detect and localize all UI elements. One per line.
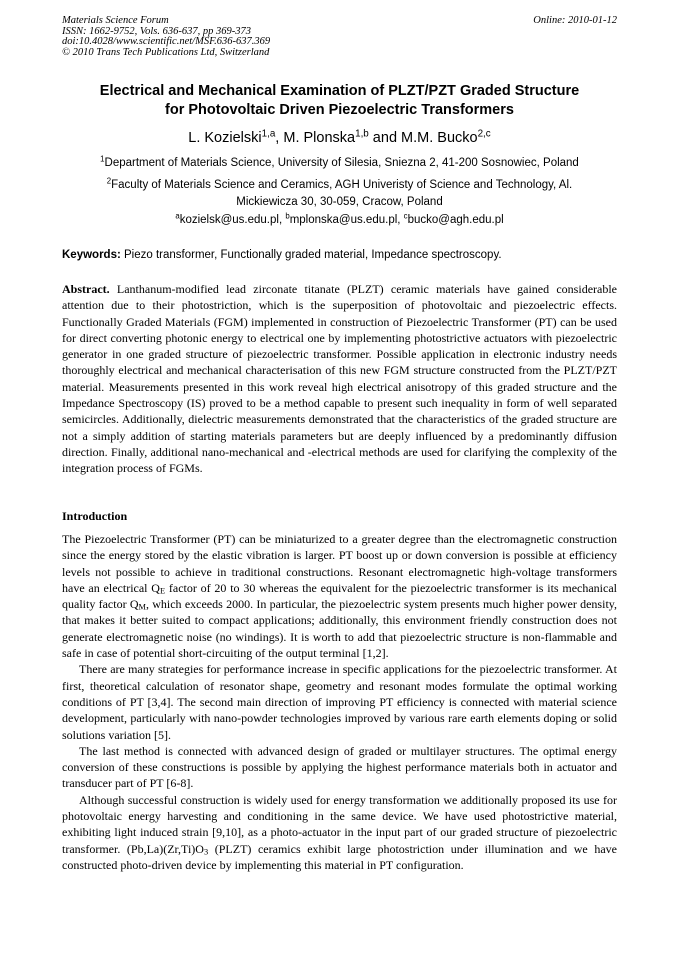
journal-doi: doi:10.4028/www.scientific.net/MSF.636-637.369 bbox=[62, 36, 271, 48]
affiliation-text-line-2: Mickiewicza 30, 30-059, Cracow, Poland bbox=[236, 196, 443, 208]
email-line bbox=[62, 212, 617, 229]
email-mark: a bbox=[175, 211, 180, 221]
journal-header bbox=[62, 16, 617, 59]
paragraph bbox=[62, 792, 617, 873]
title-line-1: Electrical and Mechanical Examination of PLZT/PZT Graded Structure bbox=[99, 83, 580, 99]
journal-copyright: © 2010 Trans Tech Publications Ltd, Switzerland bbox=[62, 47, 270, 59]
author-name: M.M. Bucko bbox=[401, 130, 478, 146]
paragraph-text: The Piezoelectric Transformer (PT) can be miniaturized to a greater degree than the electromagnetic construction since the energy stored by the elastic vibration is larger. PT boost up or down conversion is possible at efficiency levels not possible to achieve in traditional constructions. Resonant electromagnetic high-voltage transformers have an electrical Q bbox=[62, 532, 617, 595]
affiliation-text: Department of Materials Science, University of Silesia, Sniezna 2, 41-200 Sosnowiec, Poland bbox=[104, 157, 579, 169]
author-separator: and bbox=[368, 130, 402, 146]
author-name: M. Plonska bbox=[283, 130, 356, 146]
introduction-body bbox=[62, 531, 617, 873]
title-line-2: for Photovoltaic Driven Piezoelectric Transformers bbox=[165, 102, 514, 118]
paragraph bbox=[62, 531, 617, 661]
journal-issn: ISSN: 1662-9752, Vols. 636-637, pp 369-373 bbox=[62, 25, 251, 37]
email-a: kozielsk@us.edu.pl, bbox=[179, 214, 286, 226]
keywords-text: Piezo transformer, Functionally graded material, Impedance spectroscopy. bbox=[120, 249, 502, 261]
author-affiliation-mark: 2,c bbox=[477, 128, 491, 140]
email-b: mplonska@us.edu.pl, bbox=[289, 214, 404, 226]
abstract bbox=[62, 281, 617, 477]
email-mark: b bbox=[285, 211, 290, 221]
affiliation-number: 2 bbox=[106, 176, 112, 186]
affiliation-number: 1 bbox=[100, 154, 105, 164]
author-affiliation-mark: 1,b bbox=[355, 128, 369, 140]
paragraph-text: , which exceeds 2000. In particular, the piezoelectric system presents much higher power density, that makes it better suited to compact applications; additionally, this environment friendly construction does not generate electromagnetic noise (no windings). It is worth to add that piezoelectric structure is non-flammable and safe in case of potential short-circuiting of the output terminal [1,2]. bbox=[62, 597, 617, 661]
email-mark: c bbox=[403, 211, 408, 221]
subscript: 3 bbox=[203, 847, 209, 857]
affiliation-2 bbox=[62, 177, 617, 211]
paragraph-text: (PLZT) ceramics exhibit large photostriction under illumination and we have constructed photo-driven device by implementing this material in PT configuration. bbox=[62, 841, 617, 872]
keywords-label: Keywords: bbox=[62, 249, 121, 261]
abstract-label: Abstract. bbox=[62, 282, 110, 296]
abstract-text: Lanthanum-modified lead zirconate titanate (PLZT) ceramic materials have gained considerable attention due to their photostriction, which is the superposition of photovoltaic and piezoelectric effects. Functionally Graded Materials (FGM) implemented in construction of Piezoelectric Transformer (PT) can be used for direct converting photonic energy to electrical one by implementing photostrictive actuators with piezoelectric generator in one graded structure of piezoelectric transformer. Possible application in electronic industry needs thoroughly electrical and mechanical characterisation of this new FGM structure constructed from the PLZT/PZT material. Measurements presented in this work reveal high electrical anisotropy of this graded structure and the Impedance Spectroscopy (IS) proved to be a method capable to present such inequality in form of well separated semicircles. Additionally, dielectric measurements demonstrated that the characteristics of the graded structure are not a simply addition of starting materials parameters but are deeply influenced by a predominantly diffusion direction. Finally, additional nano-mechanical and -electrical methods are used for clarifying the complexity of the integration process of FGMs. bbox=[62, 282, 617, 476]
author-affiliation-mark: 1,a bbox=[261, 128, 276, 140]
author-separator: , bbox=[275, 130, 284, 146]
section-heading-introduction: Introduction bbox=[62, 509, 128, 523]
keywords-line bbox=[62, 248, 617, 262]
affiliation-1 bbox=[62, 155, 617, 172]
journal-name: Materials Science Forum bbox=[62, 15, 169, 26]
paragraph-text: factor of 20 to 30 whereas the equivalent for the piezoelectric transformer is its mechanical quality factor Q bbox=[62, 580, 618, 612]
paragraph-text: Although successful construction is widely used for energy transformation we additionally proposed its use for photovoltaic energy harvesting and conditioning in the same device. We have used photostrictive material, exhibiting light induced strain [9,10], as a photo-actuator in the input part of our graded structure of piezoelectric transformer. (Pb,La)(Zr,Ti)O bbox=[62, 792, 617, 856]
author-list bbox=[62, 129, 617, 147]
affiliation-text: Faculty of Materials Science and Ceramics, AGH Univeristy of Science and Technology, Al. bbox=[111, 179, 573, 191]
author-name: L. Kozielski bbox=[188, 130, 262, 146]
paragraph: There are many strategies for performance increase in specific applications for the piezoelectric transformer. At first, theoretical calculation of resonator shape, geometry and resonant modes formulate the optimal working conditions of PT [3,4]. The second main direction of improving PT efficiency is connected with material science development, particularly with nano-powder technologies improved by various rare earth elements doping or solid solutions variation [5]. bbox=[62, 662, 617, 742]
online-date: Online: 2010-01-12 bbox=[533, 15, 617, 26]
subscript: M bbox=[138, 602, 146, 612]
subscript: E bbox=[159, 586, 166, 596]
email-c: bucko@agh.edu.pl bbox=[407, 214, 504, 226]
paper-title bbox=[62, 82, 617, 120]
paragraph: The last method is connected with advanced design of graded or multilayer structures. The optimal energy conversion of these constructions is possible by applying the highest performance materials both in actuator and transducer part of PT [6-8]. bbox=[62, 743, 617, 791]
